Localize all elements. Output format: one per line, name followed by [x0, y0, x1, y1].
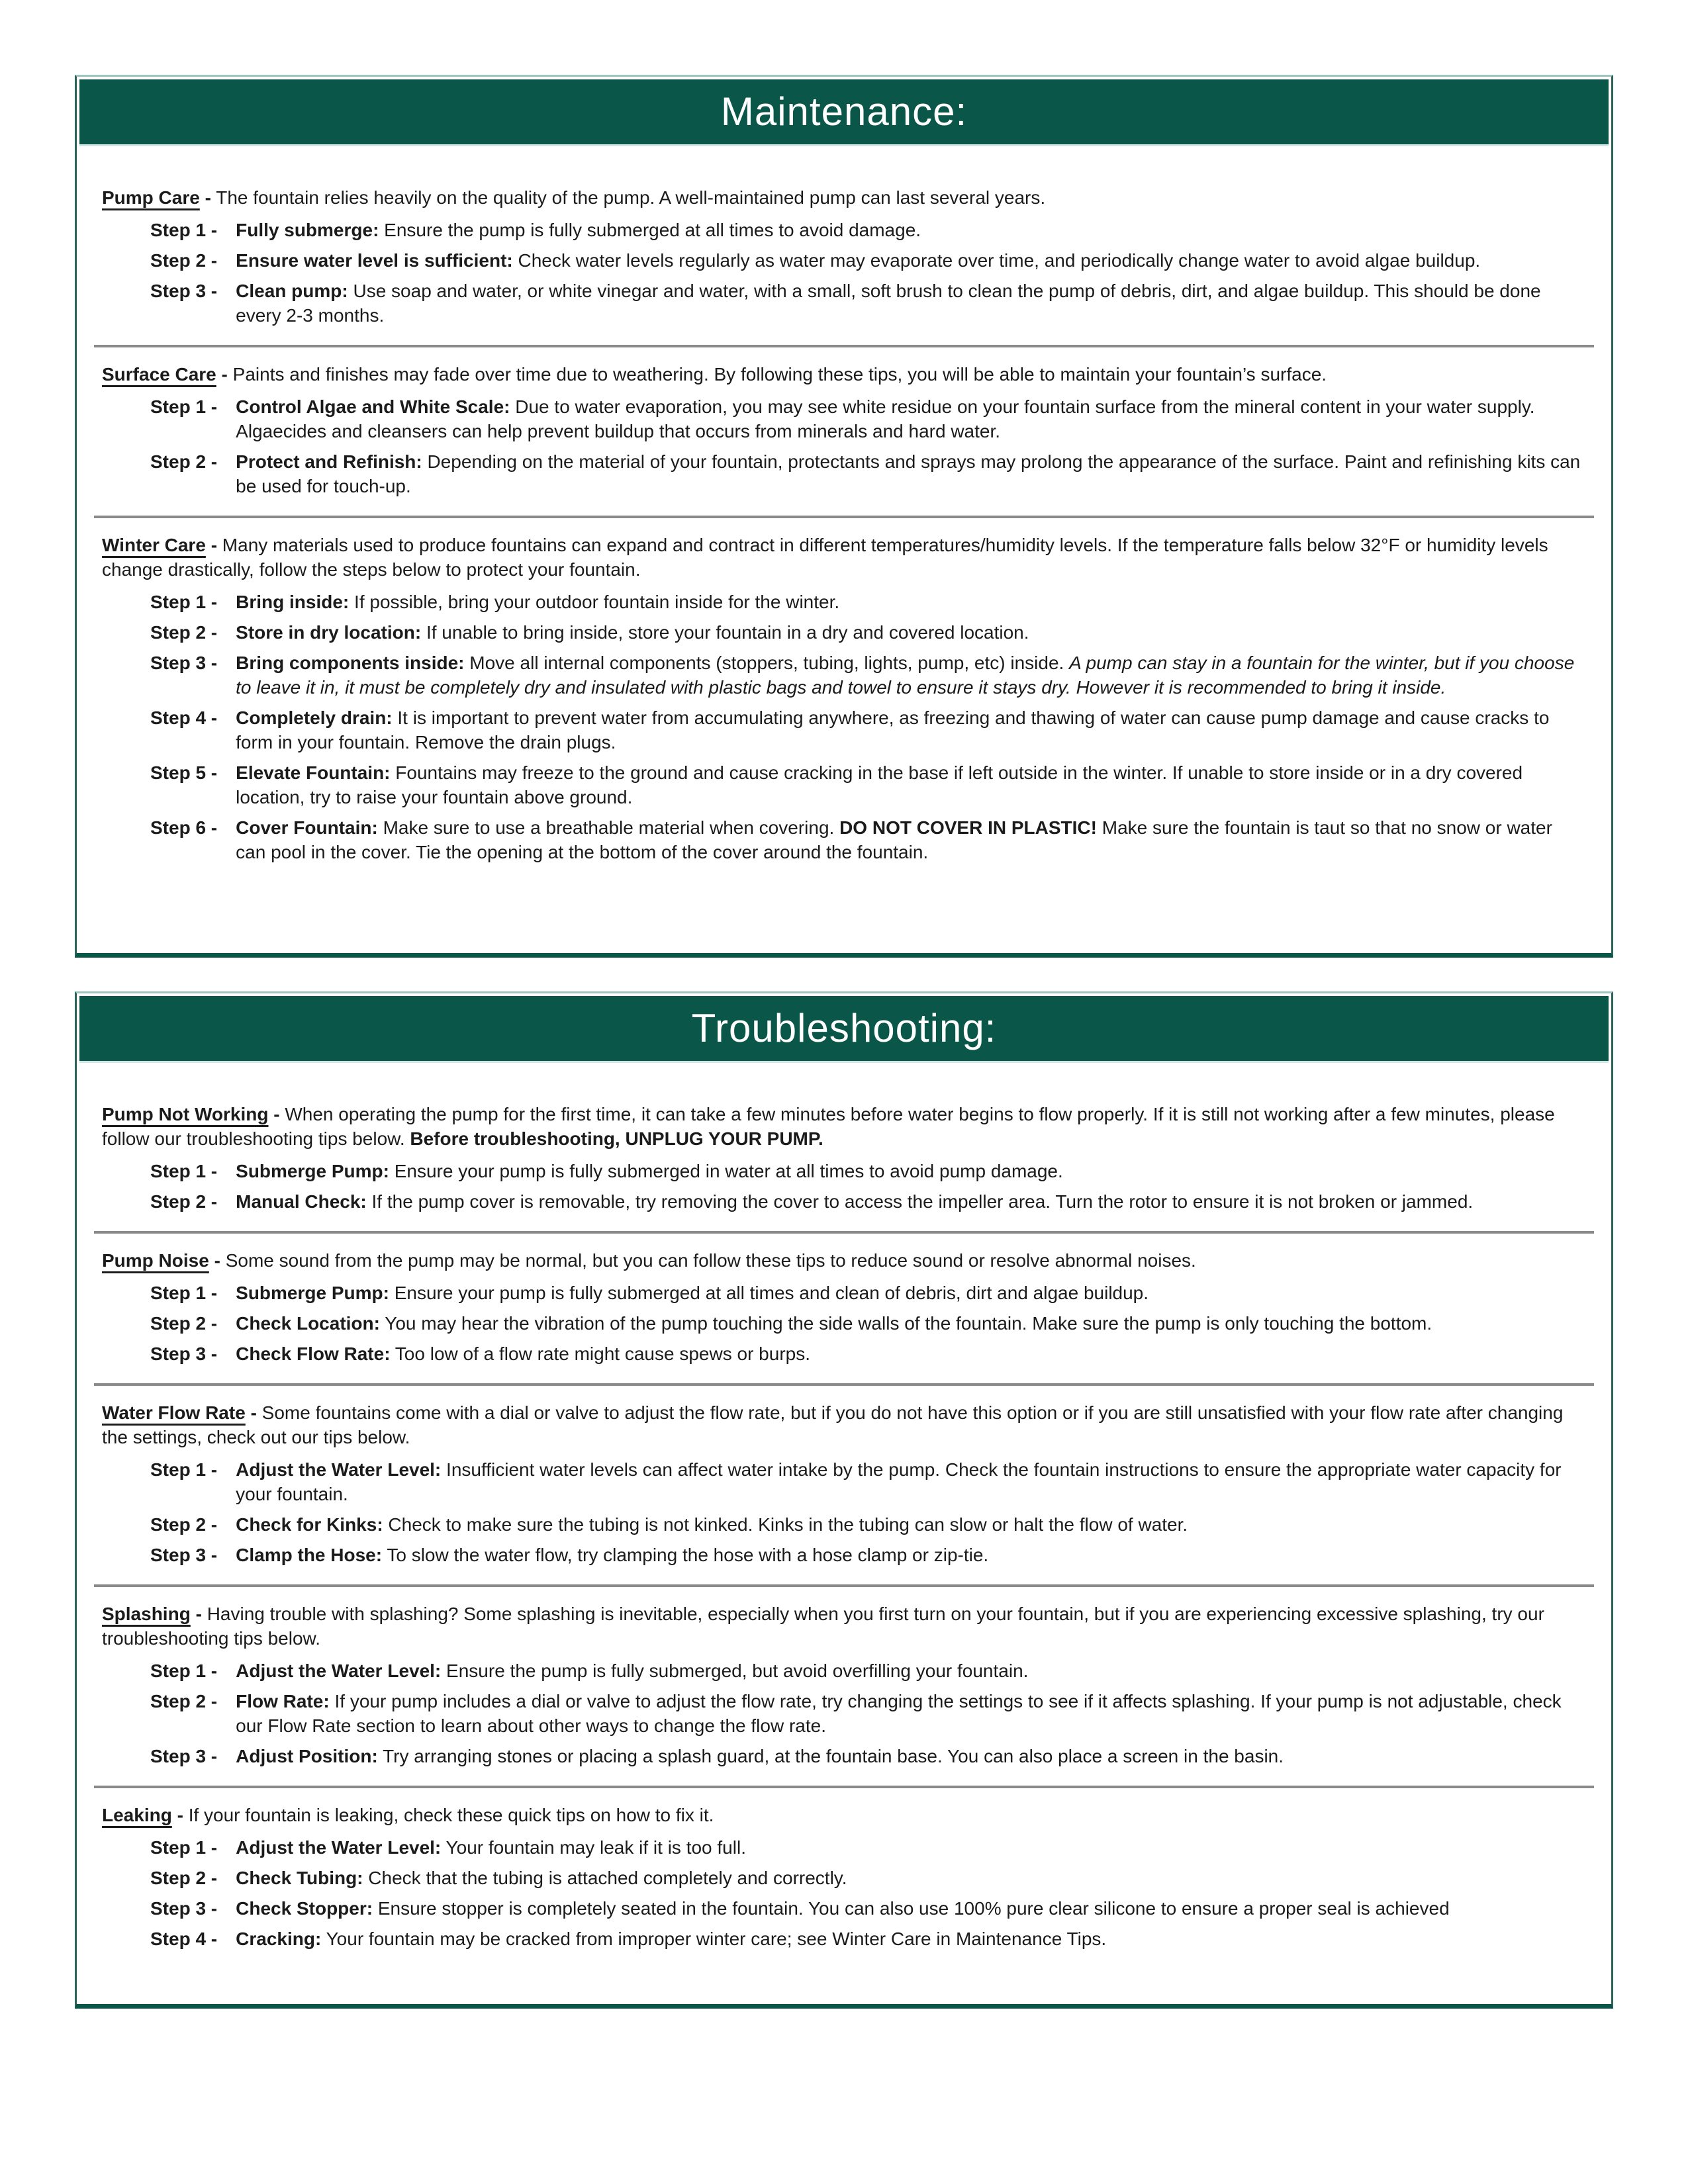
- topic-dash: -: [211, 535, 218, 555]
- body-text: When operating the pump for the first time, it can take a few minutes before water begins to flow properly. If it is still not working after a few minutes, please follow our troubleshooting tips below.: [102, 1104, 1555, 1149]
- body-text: Fountains may freeze to the ground and cause cracking in the base if left outside in the winter. If unable to store inside or in a dry covered location, try to raise your fountain above ground.: [236, 762, 1523, 807]
- troubleshooting-header-bar: [79, 996, 1609, 1061]
- step-text: [236, 1744, 1586, 1768]
- step-row: [150, 1189, 1586, 1214]
- topic-lead: [102, 1803, 1586, 1827]
- maintenance-section: [75, 75, 1613, 958]
- body-text: Ensure the pump is fully submerged, but avoid overfilling your fountain.: [441, 1661, 1029, 1681]
- topic-dash: -: [250, 1402, 257, 1423]
- step-list: [150, 218, 1586, 328]
- body-text: Insufficient water levels can affect water intake by the pump. Check the fountain instructions to ensure the appropriate water capacity for your fountain.: [236, 1459, 1562, 1504]
- bold-text: Manual Check:: [236, 1191, 367, 1212]
- topic-dash: -: [214, 1250, 220, 1271]
- body-text: Use soap and water, or white vinegar and water, with a small, soft brush to clean the pump of debris, dirt, and algae buildup. This should be done every 2-3 months.: [236, 281, 1541, 326]
- body-text: Your fountain may leak if it is too full.: [441, 1837, 746, 1858]
- topic-heading: Leaking: [102, 1805, 172, 1825]
- step-row: [150, 248, 1586, 273]
- step-row: [150, 1457, 1586, 1506]
- step-text: [236, 394, 1586, 443]
- step-list: [150, 590, 1586, 864]
- bold-text: Completely drain:: [236, 707, 393, 728]
- step-label: Step 6 -: [150, 817, 218, 838]
- body-text: Ensure the pump is fully submerged at all times to avoid damage.: [379, 220, 921, 240]
- bold-text: Before troubleshooting, UNPLUG YOUR PUMP.: [410, 1128, 823, 1149]
- step-text: [236, 1659, 1586, 1683]
- step-row: [150, 760, 1586, 809]
- step-text: [236, 279, 1586, 328]
- body-text: Your fountain may be cracked from improper winter care; see Winter Care in Maintenance Tips.: [321, 1929, 1107, 1949]
- step-list: [150, 1457, 1586, 1567]
- step-label: Step 5 -: [150, 762, 218, 783]
- step-list: [150, 1835, 1586, 1951]
- step-row: [150, 1311, 1586, 1336]
- topic-lead: [102, 1248, 1586, 1273]
- step-row: [150, 1159, 1586, 1183]
- topic-group: [102, 1602, 1586, 1768]
- body-text: If unable to bring inside, store your fountain in a dry and covered location.: [421, 622, 1029, 643]
- step-label: Step 1 -: [150, 1283, 218, 1303]
- bold-text: Cracking:: [236, 1929, 322, 1949]
- bold-text: Check for Kinks:: [236, 1514, 383, 1535]
- step-row: [150, 1689, 1586, 1738]
- bold-text: Bring components inside:: [236, 653, 465, 673]
- body-text: If the pump cover is removable, try removing the cover to access the impeller area. Turn the rotor to ensure it is not broken or jammed.: [366, 1191, 1474, 1212]
- step-text: [236, 1189, 1586, 1214]
- body-text: If your fountain is leaking, check these quick tips on how to fix it.: [188, 1805, 714, 1825]
- body-text: Some sound from the pump may be normal, but you can follow these tips to reduce sound or resolve abnormal noises.: [225, 1250, 1196, 1271]
- bold-text: Store in dry location:: [236, 622, 422, 643]
- step-label: Step 2 -: [150, 622, 218, 643]
- body-text: Having trouble with splashing? Some splashing is inevitable, especially when you first turn on your fountain, but if you are experiencing excessive splashing, try our troubleshooting tips below.: [102, 1604, 1544, 1649]
- step-label: Step 1 -: [150, 396, 218, 417]
- body-text: Some fountains come with a dial or valve to adjust the flow rate, but if you do not have this option or if you are still unsatisfied with your flow rate after changing the settings, check out our tips below.: [102, 1402, 1564, 1447]
- step-row: [150, 620, 1586, 645]
- maintenance-header-bar: [79, 79, 1609, 144]
- topic-heading: Water Flow Rate: [102, 1402, 246, 1423]
- step-row: [150, 1512, 1586, 1537]
- step-row: [150, 1543, 1586, 1567]
- step-text: [236, 651, 1586, 700]
- step-row: [150, 705, 1586, 754]
- body-text: Many materials used to produce fountains can expand and contract in different temperatures/humidity levels. If the temperature falls below 32°F or humidity levels change drastically, follow the steps below to protect your fountain.: [102, 535, 1548, 580]
- bold-text: Check Stopper:: [236, 1898, 373, 1919]
- body-text: Ensure your pump is fully submerged in water at all times to avoid pump damage.: [389, 1161, 1063, 1181]
- topic-group: [102, 1400, 1586, 1567]
- step-row: [150, 815, 1586, 864]
- body-text: Due to water evaporation, you may see white residue on your fountain surface from the mineral content in your water supply. Algaecides and cleansers can help prevent buildup that occurs from minerals and hard water.: [236, 396, 1535, 441]
- step-label: Step 1 -: [150, 220, 218, 240]
- step-text: [236, 1835, 1586, 1860]
- step-label: Step 3 -: [150, 1898, 218, 1919]
- step-row: [150, 1659, 1586, 1683]
- body-text: Ensure stopper is completely seated in the fountain. You can also use 100% pure clear silicone to ensure a proper seal is achieved: [373, 1898, 1450, 1919]
- topic-group: [102, 185, 1586, 328]
- troubleshooting-section: [75, 991, 1613, 2009]
- step-text: [236, 705, 1586, 754]
- step-list: [150, 1659, 1586, 1768]
- bold-text: Adjust Position:: [236, 1746, 378, 1766]
- topic-heading: Pump Noise: [102, 1250, 209, 1271]
- step-row: [150, 1281, 1586, 1305]
- body-text: Move all internal components (stoppers, tubing, lights, pump, etc) inside.: [464, 653, 1070, 673]
- step-label: Step 4 -: [150, 707, 218, 728]
- step-label: Step 3 -: [150, 1746, 218, 1766]
- topic-heading: Pump Not Working: [102, 1104, 269, 1124]
- section-divider: [94, 516, 1594, 518]
- step-text: [236, 449, 1586, 498]
- topic-lead: [102, 362, 1586, 387]
- topic-lead: [102, 1102, 1586, 1151]
- topic-dash: -: [177, 1805, 183, 1825]
- step-text: [236, 620, 1586, 645]
- step-row: [150, 1866, 1586, 1890]
- step-label: Step 3 -: [150, 281, 218, 301]
- bold-text: Cover Fountain:: [236, 817, 378, 838]
- bold-text: Clamp the Hose:: [236, 1545, 383, 1565]
- step-text: [236, 1457, 1586, 1506]
- bold-text: Fully submerge:: [236, 220, 379, 240]
- step-row: [150, 449, 1586, 498]
- step-row: [150, 590, 1586, 614]
- topic-group: [102, 362, 1586, 498]
- step-label: Step 2 -: [150, 1313, 218, 1334]
- step-label: Step 1 -: [150, 1459, 218, 1480]
- bold-text: Check Flow Rate:: [236, 1343, 391, 1364]
- troubleshooting-title: Troubleshooting:: [691, 1006, 997, 1050]
- step-text: [236, 590, 1586, 614]
- bold-text: Elevate Fountain:: [236, 762, 391, 783]
- body-text: It is important to prevent water from accumulating anywhere, as freezing and thawing of water can cause pump damage and cause cracks to form in your fountain. Remove the drain plugs.: [236, 707, 1550, 752]
- body-text: Depending on the material of your fountain, protectants and sprays may prolong the appearance of the surface. Paint and refinishing kits can be used for touch-up.: [236, 451, 1581, 496]
- body-text: To slow the water flow, try clamping the hose with a hose clamp or zip-tie.: [382, 1545, 989, 1565]
- body-text: If your pump includes a dial or valve to adjust the flow rate, try changing the settings to see if it affects splashing. If your pump is not adjustable, check our Flow Rate section to learn about other ways to change the flow rate.: [236, 1691, 1562, 1736]
- topic-group: [102, 1248, 1586, 1366]
- topic-lead: [102, 185, 1586, 210]
- step-row: [150, 1927, 1586, 1951]
- step-list: [150, 1159, 1586, 1214]
- bold-text: Bring inside:: [236, 592, 350, 612]
- step-label: Step 2 -: [150, 451, 218, 472]
- topic-dash: -: [221, 364, 228, 385]
- section-divider: [94, 345, 1594, 347]
- maintenance-content: [77, 147, 1611, 864]
- body-text: Paints and finishes may fade over time due to weathering. By following these tips, you will be able to maintain your fountain’s surface.: [232, 364, 1327, 385]
- step-label: Step 2 -: [150, 1691, 218, 1711]
- maintenance-title: Maintenance:: [720, 89, 968, 134]
- section-divider: [94, 1584, 1594, 1587]
- troubleshooting-content: [77, 1064, 1611, 1951]
- topic-dash: -: [205, 187, 211, 208]
- topic-lead: [102, 533, 1586, 582]
- bold-text: DO NOT COVER IN PLASTIC!: [839, 817, 1097, 838]
- step-row: [150, 651, 1586, 700]
- topic-dash: -: [195, 1604, 202, 1624]
- step-label: Step 3 -: [150, 1343, 218, 1364]
- bold-text: Submerge Pump:: [236, 1283, 389, 1303]
- step-row: [150, 1744, 1586, 1768]
- step-row: [150, 1342, 1586, 1366]
- step-text: [236, 248, 1586, 273]
- bold-text: Adjust the Water Level:: [236, 1459, 442, 1480]
- topic-heading: Winter Care: [102, 535, 206, 555]
- step-list: [150, 1281, 1586, 1366]
- step-text: [236, 1512, 1586, 1537]
- bold-text: Check Tubing:: [236, 1868, 363, 1888]
- bold-text: Protect and Refinish:: [236, 451, 422, 472]
- body-text: Make sure to use a breathable material when covering.: [377, 817, 840, 838]
- step-label: Step 1 -: [150, 1661, 218, 1681]
- step-text: [236, 1311, 1586, 1336]
- step-row: [150, 218, 1586, 242]
- topic-heading: Pump Care: [102, 187, 200, 208]
- topic-group: [102, 1102, 1586, 1214]
- topic-heading: Surface Care: [102, 364, 216, 385]
- step-text: [236, 1342, 1586, 1366]
- step-label: Step 2 -: [150, 1868, 218, 1888]
- bold-text: Submerge Pump:: [236, 1161, 389, 1181]
- step-row: [150, 279, 1586, 328]
- step-text: [236, 1543, 1586, 1567]
- topic-group: [102, 1803, 1586, 1951]
- step-label: Step 3 -: [150, 653, 218, 673]
- section-divider: [94, 1231, 1594, 1234]
- step-row: [150, 1896, 1586, 1921]
- step-label: Step 3 -: [150, 1545, 218, 1565]
- body-text: If possible, bring your outdoor fountain inside for the winter.: [349, 592, 840, 612]
- step-list: [150, 394, 1586, 498]
- step-label: Step 2 -: [150, 1514, 218, 1535]
- step-text: [236, 1689, 1586, 1738]
- body-text: Check water levels regularly as water may evaporate over time, and periodically change water to avoid algae buildup.: [512, 250, 1481, 271]
- section-divider: [94, 1383, 1594, 1386]
- step-text: [236, 1159, 1586, 1183]
- step-text: [236, 1281, 1586, 1305]
- body-text: Check to make sure the tubing is not kinked. Kinks in the tubing can slow or halt the flow of water.: [383, 1514, 1188, 1535]
- step-label: Step 2 -: [150, 250, 218, 271]
- topic-group: [102, 533, 1586, 864]
- step-label: Step 2 -: [150, 1191, 218, 1212]
- bold-text: Ensure water level is sufficient:: [236, 250, 513, 271]
- body-text: Check that the tubing is attached completely and correctly.: [363, 1868, 847, 1888]
- step-text: [236, 1927, 1586, 1951]
- body-text: You may hear the vibration of the pump touching the side walls of the fountain. Make sure the pump is only touching the bottom.: [379, 1313, 1432, 1334]
- step-text: [236, 1896, 1586, 1921]
- section-divider: [94, 1786, 1594, 1788]
- step-text: [236, 760, 1586, 809]
- topic-lead: [102, 1400, 1586, 1449]
- italic-text: A pump can stay in a fountain for the winter, but if you choose to leave it in, it must be completely dry and insulated with plastic bags and towel to ensure it stays dry. However it is recommended to bring it inside.: [236, 653, 1575, 698]
- topic-heading: Splashing: [102, 1604, 191, 1624]
- step-text: [236, 218, 1586, 242]
- bold-text: Check Location:: [236, 1313, 380, 1334]
- step-label: Step 1 -: [150, 1161, 218, 1181]
- bold-text: Flow Rate:: [236, 1691, 330, 1711]
- body-text: Make sure the fountain is taut so that no snow or water can pool in the cover. Tie the opening at the bottom of the cover around the fountain.: [236, 817, 1552, 862]
- step-label: Step 4 -: [150, 1929, 218, 1949]
- step-text: [236, 815, 1586, 864]
- bold-text: Adjust the Water Level:: [236, 1661, 442, 1681]
- topic-dash: -: [273, 1104, 280, 1124]
- body-text: Try arranging stones or placing a splash guard, at the fountain base. You can also place a screen in the basin.: [377, 1746, 1284, 1766]
- step-row: [150, 1835, 1586, 1860]
- body-text: The fountain relies heavily on the quality of the pump. A well-maintained pump can last several years.: [216, 187, 1046, 208]
- step-label: Step 1 -: [150, 592, 218, 612]
- bold-text: Clean pump:: [236, 281, 348, 301]
- body-text: Too low of a flow rate might cause spews or burps.: [390, 1343, 810, 1364]
- step-label: Step 1 -: [150, 1837, 218, 1858]
- body-text: Ensure your pump is fully submerged at all times and clean of debris, dirt and algae buildup.: [389, 1283, 1149, 1303]
- bold-text: Adjust the Water Level:: [236, 1837, 442, 1858]
- step-row: [150, 394, 1586, 443]
- step-text: [236, 1866, 1586, 1890]
- bold-text: Control Algae and White Scale:: [236, 396, 510, 417]
- topic-lead: [102, 1602, 1586, 1651]
